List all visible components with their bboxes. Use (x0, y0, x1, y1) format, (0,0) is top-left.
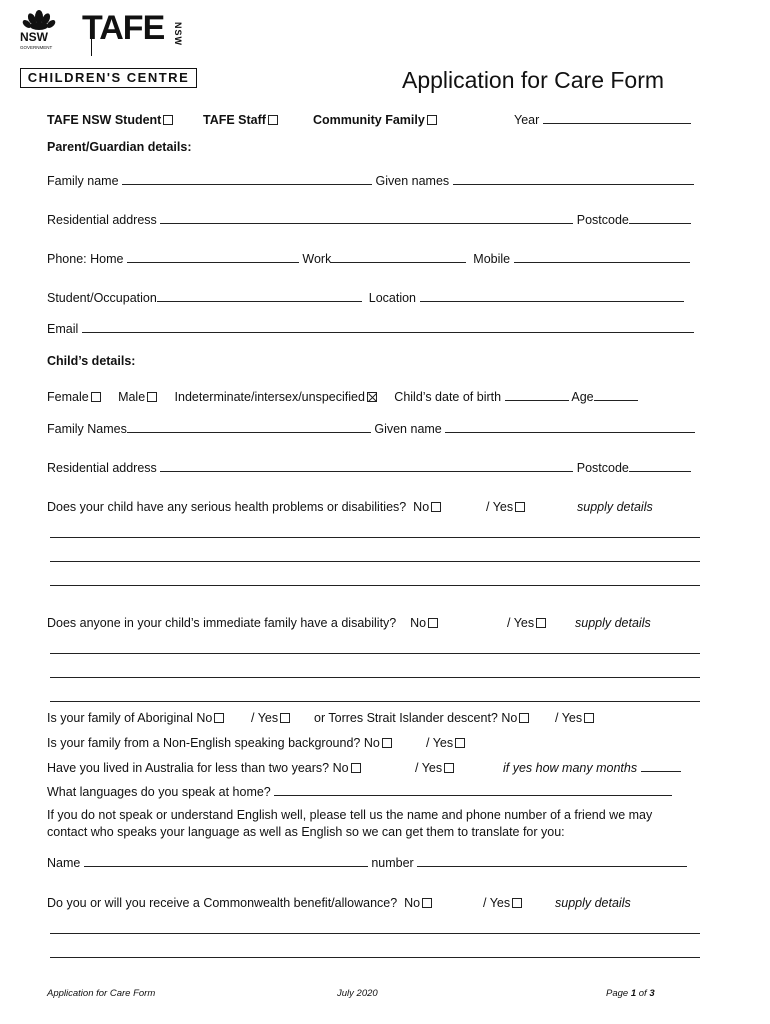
family-name-input[interactable] (122, 173, 372, 185)
benefit-label: Do you or will you receive a Commonwealth benefit/allowance? (47, 896, 398, 910)
family-disability-label: Does anyone in your child’s immediate family have a disability? (47, 616, 397, 630)
footer-title: Application for Care Form (47, 988, 156, 999)
health-question (47, 499, 441, 515)
torres-yes-label: / Yes (555, 711, 583, 725)
year-label: Year (514, 113, 540, 127)
australia-yes (415, 760, 454, 776)
benefit-supply: supply details (555, 896, 631, 910)
page-prefix: Page (606, 988, 629, 999)
mobile-input[interactable] (514, 251, 690, 263)
email-label: Email (47, 322, 79, 336)
aboriginal-no-checkbox[interactable] (214, 713, 224, 723)
australia-question (47, 760, 361, 776)
family-disability-line[interactable] (50, 653, 700, 654)
indeterminate-checkbox[interactable] (367, 392, 377, 402)
occupation-input[interactable] (157, 290, 362, 302)
australia-label: Have you lived in Australia for less than two years? (47, 761, 330, 775)
female-label: Female (47, 390, 89, 404)
phone-home-label: Phone: Home (47, 252, 124, 266)
child-family-names-label: Family Names (47, 422, 127, 436)
given-names-input[interactable] (453, 173, 694, 185)
nesb-yes (426, 735, 465, 751)
family-disability-no-checkbox[interactable] (428, 618, 438, 628)
aboriginal-yes-label: / Yes (251, 711, 279, 725)
aboriginal-yes-checkbox[interactable] (280, 713, 290, 723)
australia-no-label: No (332, 761, 349, 775)
dob-label: Child’s date of birth (394, 390, 502, 404)
child-heading: Child’s details: (47, 354, 136, 368)
email-input[interactable] (82, 321, 694, 333)
dob-input[interactable] (505, 389, 569, 401)
parent-occupation-field (47, 290, 684, 306)
family-disability-supply: supply details (575, 616, 651, 630)
health-no-checkbox[interactable] (431, 502, 441, 512)
australia-yes-checkbox[interactable] (444, 763, 454, 773)
staff-option[interactable] (203, 112, 278, 128)
torres-yes (555, 710, 594, 726)
friend-name-input[interactable] (84, 855, 368, 867)
tafe-nsw-vertical: NSW (173, 22, 183, 46)
benefit-yes-checkbox[interactable] (512, 898, 522, 908)
torres-label: or Torres Strait Islander descent? (314, 711, 498, 725)
child-family-names-input[interactable] (127, 421, 371, 433)
friend-number-input[interactable] (417, 855, 687, 867)
nesb-yes-label: / Yes (426, 736, 454, 750)
waratah-logo-icon (20, 8, 58, 52)
family-disability-yes (507, 615, 546, 631)
family-disability-yes-label: / Yes (507, 616, 535, 630)
languages-field (47, 784, 672, 800)
parent-address-field (47, 212, 691, 228)
torres-yes-checkbox[interactable] (584, 713, 594, 723)
australia-yes-label: / Yes (415, 761, 443, 775)
benefit-details-line[interactable] (50, 933, 700, 934)
benefit-details-line[interactable] (50, 957, 700, 958)
benefit-yes (483, 895, 522, 911)
health-question-label: Does your child have any serious health problems or disabilities? (47, 500, 407, 514)
torres-no-checkbox[interactable] (519, 713, 529, 723)
community-checkbox[interactable] (427, 115, 437, 125)
health-supply-details: supply details (577, 500, 653, 514)
health-details-line[interactable] (50, 561, 700, 562)
child-postcode-input[interactable] (629, 460, 691, 472)
age-label: Age (571, 390, 594, 404)
age-input[interactable] (594, 389, 638, 401)
mobile-label: Mobile (473, 252, 511, 266)
health-yes (486, 499, 525, 515)
tafe-brand: TAFE (82, 9, 165, 47)
health-details-line[interactable] (50, 585, 700, 586)
torres-question (314, 710, 529, 726)
child-address-field (47, 460, 691, 476)
nesb-no-label: No (363, 736, 380, 750)
benefit-yes-label: / Yes (483, 896, 511, 910)
community-option[interactable] (313, 112, 437, 128)
friend-instructions-line2: contact who speaks your language as well as English so we can get them to translate for you: (47, 825, 565, 839)
year-field (514, 112, 691, 128)
given-names-label: Given names (375, 174, 450, 188)
childrens-centre-badge: CHILDREN'S CENTRE (20, 68, 197, 88)
occupation-label: Student/Occupation (47, 291, 157, 305)
nesb-yes-checkbox[interactable] (455, 738, 465, 748)
postcode-label: Postcode (576, 213, 629, 227)
months-field (503, 760, 681, 776)
child-gender-row (47, 389, 638, 405)
postcode-input[interactable] (629, 212, 691, 224)
parent-heading: Parent/Guardian details: (47, 140, 192, 154)
aboriginal-no-label: No (196, 711, 213, 725)
aboriginal-yes (251, 710, 290, 726)
location-input[interactable] (420, 290, 684, 302)
family-name-label: Family name (47, 174, 119, 188)
torres-no-label: No (501, 711, 518, 725)
parent-email-field (47, 321, 694, 337)
gov-sub: GOVERNMENT (20, 45, 53, 50)
phone-home-input[interactable] (127, 251, 299, 263)
health-yes-checkbox[interactable] (515, 502, 525, 512)
languages-label: What languages do you speak at home? (47, 785, 271, 799)
child-name-field (47, 421, 695, 437)
health-no-label: No (413, 500, 430, 514)
female-checkbox[interactable] (91, 392, 101, 402)
student-checkbox[interactable] (163, 115, 173, 125)
residential-address-input[interactable] (160, 212, 573, 224)
community-label: Community Family (313, 113, 425, 127)
family-disability-line[interactable] (50, 701, 700, 702)
child-given-name-label: Given name (374, 422, 442, 436)
family-disability-yes-checkbox[interactable] (536, 618, 546, 628)
languages-input[interactable] (274, 784, 672, 796)
work-input[interactable] (331, 251, 466, 263)
australia-no-checkbox[interactable] (351, 763, 361, 773)
aboriginal-question (47, 710, 224, 726)
health-details-line[interactable] (50, 537, 700, 538)
child-address-input[interactable] (160, 460, 573, 472)
location-label: Location (368, 291, 417, 305)
work-label: Work (302, 252, 332, 266)
page-of: of (638, 988, 647, 999)
friend-number-label: number (371, 856, 414, 870)
parent-family-name-field (47, 173, 694, 189)
months-input[interactable] (641, 760, 681, 772)
family-disability-line[interactable] (50, 677, 700, 678)
student-label: TAFE NSW Student (47, 113, 162, 127)
friend-instructions-line1: If you do not speak or understand English well, please tell us the name and phone number of a friend we may (47, 808, 653, 822)
staff-label: TAFE Staff (203, 113, 266, 127)
family-disability-question (47, 615, 438, 631)
male-label: Male (118, 390, 146, 404)
parent-phone-field (47, 251, 690, 267)
child-address-label: Residential address (47, 461, 157, 475)
benefit-question (47, 895, 432, 911)
nesb-no-checkbox[interactable] (382, 738, 392, 748)
aboriginal-label: Is your family of Aboriginal (47, 711, 193, 725)
family-disability-no-label: No (410, 616, 427, 630)
male-checkbox[interactable] (147, 392, 157, 402)
health-yes-label: / Yes (486, 500, 514, 514)
page-number: 1 (630, 988, 637, 999)
benefit-no-checkbox[interactable] (422, 898, 432, 908)
footer-date: July 2020 (337, 988, 378, 999)
staff-checkbox[interactable] (268, 115, 278, 125)
child-given-name-input[interactable] (445, 421, 695, 433)
page-total: 3 (649, 988, 655, 999)
friend-name-field (47, 855, 687, 871)
residential-address-label: Residential address (47, 213, 157, 227)
nesb-question (47, 735, 392, 751)
child-postcode-label: Postcode (576, 461, 629, 475)
months-label: if yes how many months (503, 761, 638, 775)
benefit-no-label: No (404, 896, 421, 910)
gov-label: NSW (20, 30, 48, 44)
student-option[interactable] (47, 112, 173, 128)
footer-page (606, 988, 655, 999)
nesb-label: Is your family from a Non-English speaking background? (47, 736, 361, 750)
year-input[interactable] (543, 112, 691, 124)
indeterminate-label: Indeterminate/intersex/unspecified (174, 390, 365, 404)
page-title: Application for Care Form (402, 67, 665, 93)
friend-name-label: Name (47, 856, 81, 870)
